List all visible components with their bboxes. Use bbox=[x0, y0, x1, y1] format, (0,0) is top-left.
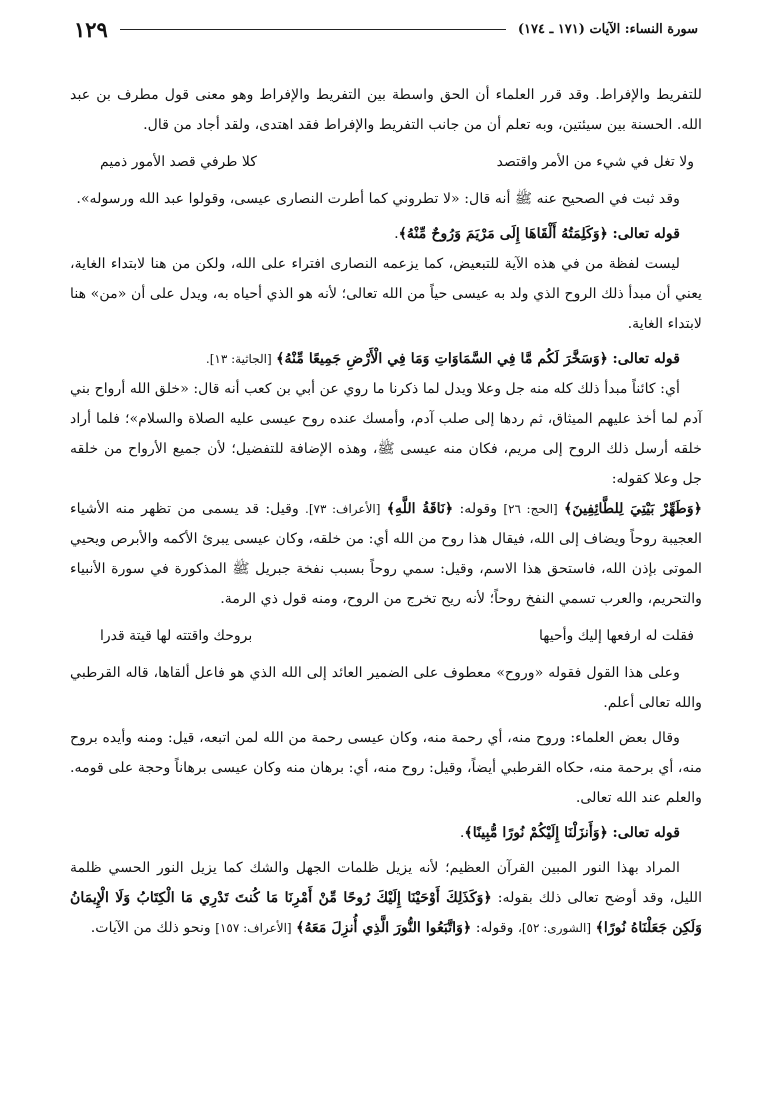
section-3-label: قوله تعالى: bbox=[612, 825, 680, 841]
section-2-label: قوله تعالى: bbox=[612, 351, 680, 367]
section-1-verse: ﴿وَكَلِمَتُهُ أَلْقَاهَا إِلَى مَرْيَمَ وَرُوحٌ مِّنْهُ﴾ bbox=[398, 226, 608, 242]
verse-2-first-hemistich: فقلت له ارفعها إليك وأحيها bbox=[539, 628, 694, 644]
section-heading-2 bbox=[70, 344, 702, 374]
header-rule bbox=[120, 29, 506, 30]
p4-text-1: وقوله: bbox=[459, 501, 498, 517]
paragraph-5: وعلى هذا القول فقوله «وروح» معطوف على الضمير العائد إلى الله الذي هو فاعل ألقاها، قاله القرطبي والله تعالى أعلم. bbox=[70, 665, 702, 711]
p4-reference-2: [الأعراف: ٧٣]. bbox=[305, 502, 381, 516]
paragraph-4: أي: كائناً مبدأ ذلك كله منه جل وعلا ويدل لما ذكرنا ما روي عن أبي بن كعب أنه قال: «خلق الله أرواح بني آدم لما أخذ عليهم الميثاق، ثم ردها إلى صلب آدم، وأمسك عنده روح عيسى عليه الصلاة والسلام»؛ فلما أراد خلقه أرسل ذلك الروح إلى مريم، فكان منه عيسى ﷺ، وهذه الإضافة للتفضيل؛ لأن جميع الأرواح من خلقه جل وعلا كقوله: bbox=[70, 381, 702, 487]
verse-1-first-hemistich: ولا تغل في شيء من الأمر واقتصد bbox=[496, 154, 694, 170]
section-heading-1 bbox=[70, 219, 702, 249]
section-3-verse: ﴿وَأَنزَلْنَا إِلَيْكُمْ نُورًا مُّبِينًا﴾ bbox=[464, 825, 608, 841]
section-2-reference: [الجاثية: ١٣]. bbox=[205, 352, 272, 366]
section-heading-3 bbox=[70, 818, 702, 848]
section-1-label: قوله تعالى: bbox=[612, 226, 680, 242]
p7-reference-1: [الشورى: ٥٢]، bbox=[517, 921, 592, 935]
p7-text-2: وقوله: bbox=[475, 920, 514, 936]
section-2-verse: ﴿وَسَخَّرَ لَكُم مَّا فِي السَّمَاوَاتِ وَمَا فِي الْأَرْضِ جَمِيعًا مِّنْهُ﴾ bbox=[276, 351, 608, 367]
verse-1-second-hemistich: كلا طرفي قصد الأمور ذميم bbox=[100, 154, 257, 170]
page-body bbox=[70, 80, 702, 943]
poetry-verse-2 bbox=[70, 619, 702, 653]
page-header bbox=[74, 12, 698, 46]
p7-text-1: المراد بهذا النور المبين القرآن العظيم؛ لأنه يزيل ظلمات الجهل والشك كما يزيل النور الحسي ظلمة الليل، وقد أوضح تعالى ذلك بقوله: bbox=[70, 860, 703, 906]
section-3-end: . bbox=[459, 825, 465, 841]
paragraph-3: ليست لفظة من في هذه الآية للتبعيض، كما يزعمه النصارى افتراء على الله، ولكن من هنا لابتداء الغاية، يعني أن مبدأ ذلك الروح الذي ولد به عيسى حياً من الله تعالى؛ لأنه هو الذي أحياه به، ويدل على أن «من» هنا لابتداء الغاية. bbox=[70, 256, 702, 332]
poetry-verse-1 bbox=[70, 145, 702, 179]
paragraph-2: وقد ثبت في الصحيح عنه ﷺ أنه قال: «لا تطروني كما أطرت النصارى عيسى، وقولوا عبد الله ورسوله». bbox=[76, 191, 680, 207]
page-number: ١٢٩ bbox=[74, 16, 108, 42]
p7-quote-2: ﴿وَاتَّبَعُوا النُّورَ الَّذِي أُنزِلَ مَعَهُ﴾ bbox=[296, 920, 472, 936]
paragraph-4-continued bbox=[70, 494, 702, 614]
p7-reference-2: [الأعراف: ١٥٧] bbox=[215, 921, 292, 935]
p7-text-3: ونحو ذلك من الآيات. bbox=[90, 920, 211, 936]
p7-quote-1: ﴿وَكَذَلِكَ أَوْحَيْنَا إِلَيْكَ رُوحًا مِّنْ أَمْرِنَا مَا كُنتَ تَدْرِي مَا الْكِتَابُ وَلَا الْإِيمَانُ وَلَكِن جَعَلْنَاهُ نُورًا﴾ bbox=[70, 890, 702, 936]
paragraph-7 bbox=[70, 853, 702, 943]
running-title: سورة النساء: الآيات (١٧١ ـ ١٧٤) bbox=[517, 21, 698, 37]
paragraph-1: للتفريط والإفراط. وقد قرر العلماء أن الحق واسطة بين التفريط والإفراط وهو معنى قول مطرف بن عبد الله. الحسنة بين سيئتين، وبه تعلم أن من جانب التفريط والإفراط فقد اهتدى، ولقد أجاد من قال. bbox=[70, 87, 702, 133]
paragraph-6: وقال بعض العلماء: وروح منه، أي رحمة منه، وكان عيسى رحمة من الله لمن اتبعه، قيل: ومنه وأيده بروح منه، أي برحمة منه، حكاه القرطبي أيضاً، وقيل: روح منه، أي: برهان منه وكان عيسى برهاناً وحجة على قومه. والعلم عند الله تعالى. bbox=[70, 730, 702, 806]
section-1-end: . bbox=[394, 226, 399, 242]
p4-quote-2: ﴿نَاقَةُ اللَّهِ﴾ bbox=[386, 501, 454, 517]
p4-reference-1: [الحج: ٢٦] bbox=[503, 502, 558, 516]
p4-text-2: وقيل: قد يسمى من تظهر منه الأشياء العجيبة روحاً ويضاف إلى الله، فيقال هذا روح من الله أي: من خلقه، وكان عيسى يبرئ الأكمه والأبرص ويحيي الموتى بإذن الله، فاستحق هذا الاسم، وقيل: سمي روحاً بسبب نفخة جبريل ﷺ المذكورة في سورة الأنبياء والتحريم، والعرب تسمي النفخ روحاً؛ لأنه ريح تخرج من الروح، ومنه قول ذي الرمة. bbox=[70, 501, 702, 607]
verse-2-second-hemistich: بروحك واقتته لها قيتة قدرا bbox=[100, 628, 253, 644]
p4-quote-1: ﴿وَطَهِّرْ بَيْتِيَ لِلطَّائِفِينَ﴾ bbox=[564, 501, 703, 517]
